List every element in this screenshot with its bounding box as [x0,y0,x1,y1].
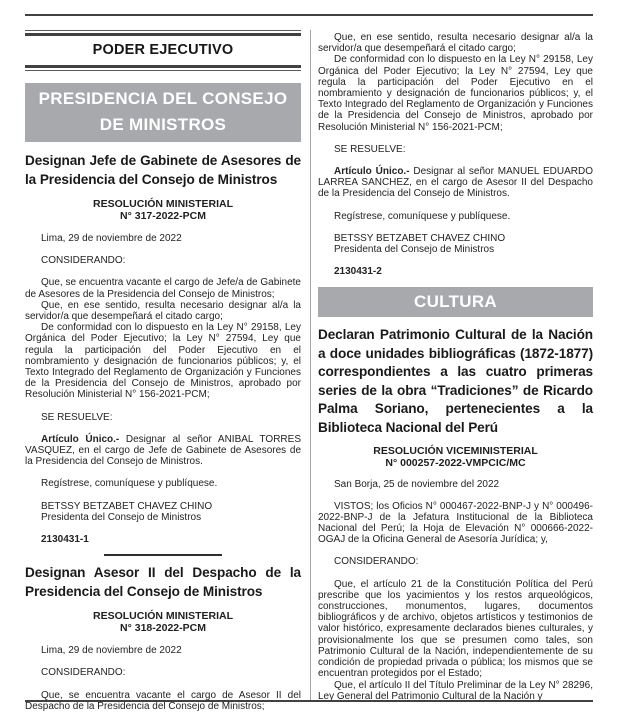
paragraph: Que, se encuentra vacante el cargo de Asesor II del Despacho de la Presidencia del Consejo de Ministros; [25,689,301,712]
paragraph-vistos: VISTOS; los Oficios N° 000467-2022-BNP-J y N° 000496-2022-BNP-J de la Jefatura Institucional de la Biblioteca Nacional del Perú; la Hoja de Elevación N° 000666-2022-OGAJ de la Oficina General de Asesoría Jurídica; y, [318,500,593,546]
resolution-head-cultura [318,445,593,469]
paragraph: Que, el artículo II del Título Preliminar de la Ley N° 28296, Ley General del Patrimonio Cultural de la Nación y [318,679,593,702]
article-label: Artículo Único.- [334,166,410,178]
signature-block [318,233,593,255]
article-label: Artículo Único.- [41,433,120,445]
paragraph: Que, se encuentra vacante el cargo de Jefe/a de Gabinete de Asesores de la Presidencia del Consejo de Ministros; [25,277,301,300]
publication-code: 2130431-2 [334,266,382,278]
page-columns [25,30,593,712]
se-resuelve-label: SE RESUELVE: [41,411,113,423]
right-column [310,30,593,700]
publication-code: 2130431-1 [41,534,89,546]
dateline: Lima, 29 de noviembre de 2022 [41,233,182,244]
resolution-type: RESOLUCIÓN MINISTERIAL [92,610,233,623]
article-unico [318,166,593,200]
se-resuelve-label: SE RESUELVE: [334,143,406,155]
signer-title: Presidenta del Consejo de Ministros [41,511,202,523]
closing-formula: Regístrese, comuníquese y publíquese. [41,478,218,490]
header-rule-thick-bottom [25,65,301,68]
signature-block [25,501,301,523]
resolution-title-cultura: Declaran Patrimonio Cultural de la Nación a doce unidades bibliográficas (1872-1877) correspondientes a las cuatro primeras series de la obra “Tradiciones” de Ricardo Palma Soriano, pertenecientes a la Biblioteca Nacional del Perú [318,327,593,435]
dateline: San Borja, 25 de noviembre del 2022 [334,479,500,491]
header-rule-thin-top [25,30,301,31]
signer-name: BETSSY BETZABET CHAVEZ CHINO [41,500,213,512]
paragraph: De conformidad con lo dispuesto en la Ley N° 29158, Ley Orgánica del Poder Ejecutivo; la Ley N° 27594, Ley que regula la participación del Poder Ejecutivo en el nombramiento y designación de funcionarios públicos; y, el Texto Integrado del Reglamento de Organización y Funciones de la Presidencia del Consejo de Ministros, aprobado por Resolución Ministerial N° 156-2021-PCM; [25,322,301,401]
header-rule-thin-bottom [25,70,301,71]
resolution-title-318: Designan Asesor II del Despacho de la Presidencia del Consejo de Ministros [25,565,301,599]
paragraph: Que, en ese sentido, resulta necesario designar al/a la servidor/a que desempeñará el citado cargo; [318,32,593,55]
resolution-type: RESOLUCIÓN VICEMINISTERIAL [373,445,538,458]
ministry-banner-pcm-line1: PRESIDENCIA DEL CONSEJO [38,89,288,108]
page-top-rule [25,14,593,16]
paragraph: Que, el artículo 21 de la Constitución Política del Perú prescribe que los yacimientos y los restos arqueológicos, construcciones, monumentos, lugares, documentos bibliográficos y de archivo, objetos artísticos y testimonios de valor histórico, expresamente declarados bienes culturales, y provisionalmente los que se presumen como tales, son Patrimonio Cultural de la Nación, independientemente de su condición de propiedad privada o pública; los mismos que se encuentran protegidos por el Estado; [318,578,593,680]
resolution-number: N° 318-2022-PCM [120,622,206,635]
ministry-banner-pcm-line2: DE MINISTROS [99,115,227,134]
resolution-number: N° 000257-2022-VMPCIC/MC [385,457,526,470]
left-column [25,30,301,712]
paragraph: De conformidad con lo dispuesto en la Ley N° 29158, Ley Orgánica del Poder Ejecutivo; la Ley N° 27594, Ley que regula la participación del Poder Ejecutivo en el nombramiento y designación de funcionarios públicos; y, el Texto Integrado del Reglamento de Organización y Funciones de la Presidencia del Consejo de Ministros, aprobado por Resolución Ministerial N° 156-2021-PCM; [318,54,593,133]
considerando-label: CONSIDERANDO: [41,255,126,267]
ministry-banner-pcm [25,83,301,142]
resolution-title-317: Designan Jefe de Gabinete de Asesores de la Presidencia del Consejo de Ministros [25,153,301,187]
article-unico [25,434,301,468]
paragraph: Que, en ese sentido, resulta necesario designar al/a la servidor/a que desempeñará el citado cargo; [25,299,301,323]
closing-formula: Regístrese, comuníquese y publíquese. [334,210,511,222]
article-text: Designar al señor ANIBAL TORRES VASQUEZ, en el cargo de Jefe de Gabinete de Asesores de la Presidencia del Consejo de Ministros. [25,433,301,468]
resolution-type: RESOLUCIÓN MINISTERIAL [92,198,233,210]
resolution-head-318 [25,610,301,634]
section-header-poder-ejecutivo [25,30,301,71]
article-separator [104,554,222,556]
resolution-number: N° 317-2022-PCM [120,210,206,222]
considerando-label: CONSIDERANDO: [334,556,419,568]
resolution-head-317 [25,198,301,222]
page-bottom-rule [25,700,593,702]
dateline: Lima, 29 de noviembre de 2022 [41,645,182,657]
article-text: Designar al señor MANUEL EDUARDO LARREA SANCHEZ, en el cargo de Asesor II del Despacho de la Presidencia del Consejo de Ministros. [318,166,593,200]
signer-name: BETSSY BETZABET CHAVEZ CHINO [334,232,506,244]
signer-title: Presidenta del Consejo de Ministros [334,244,495,256]
ministry-banner-cultura: CULTURA [318,287,593,317]
section-title: PODER EJECUTIVO [92,42,234,58]
considerando-label: CONSIDERANDO: [41,667,126,679]
